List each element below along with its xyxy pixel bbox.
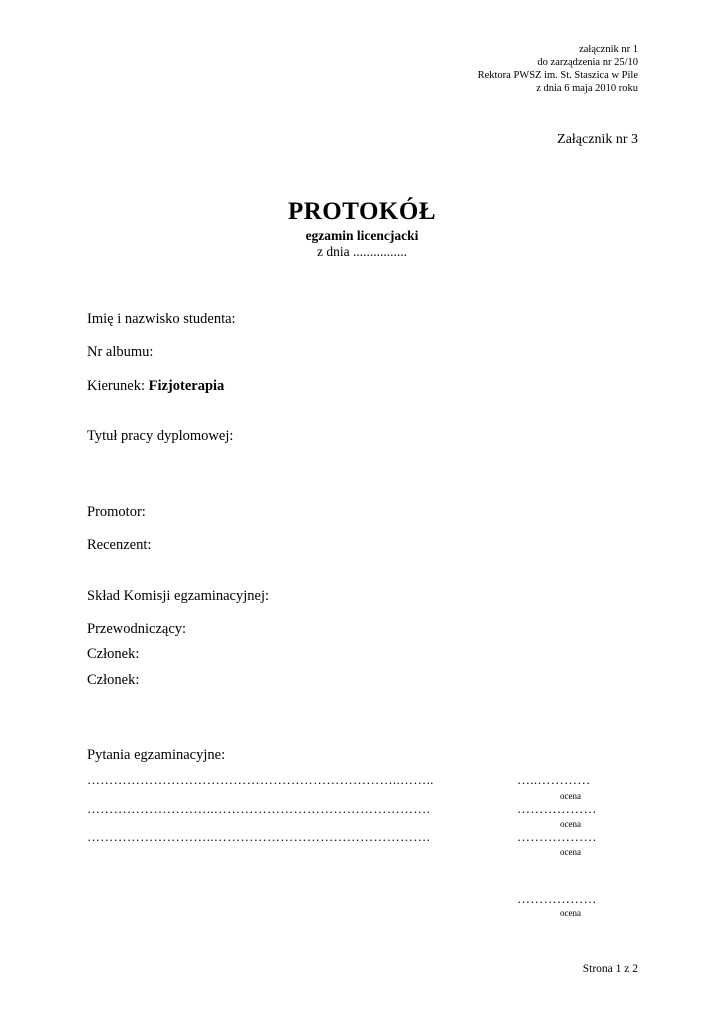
- reviewer-label: Recenzent:: [87, 537, 152, 553]
- attachment-label: Załącznik nr 3: [557, 132, 638, 147]
- thesis-title-label: Tytuł pracy dyplomowej:: [87, 428, 234, 444]
- member-2-label: Członek:: [87, 672, 140, 688]
- question-dots: ………………………..………………………………………….: [87, 829, 431, 844]
- document-date: z dnia ................: [317, 244, 407, 259]
- header-line-2: do zarządzenia nr 25/10: [537, 57, 638, 68]
- kierunek-label: Kierunek:: [87, 378, 149, 394]
- kierunek-value: Fizjoterapia: [148, 378, 225, 394]
- questions-label: Pytania egzaminacyjne:: [87, 747, 226, 763]
- album-number-label: Nr albumu:: [87, 344, 154, 360]
- header-line-4: z dnia 6 maja 2010 roku: [536, 83, 638, 94]
- student-name-label: Imię i nazwisko studenta:: [87, 311, 236, 327]
- kierunek-row: [87, 378, 224, 395]
- final-grade-dots: ………………: [517, 891, 597, 906]
- final-grade-label: ocena: [560, 908, 581, 918]
- header-line-3: Rektora PWSZ im. St. Staszica w Pile: [477, 70, 638, 81]
- page-number: Strona 1 z 2: [582, 963, 638, 975]
- grade-dots: ………………: [517, 801, 597, 816]
- grade-dots: ………………: [517, 829, 597, 844]
- committee-label: Skład Komisji egzaminacyjnej:: [87, 588, 270, 604]
- promotor-label: Promotor:: [87, 504, 146, 520]
- member-1-label: Członek:: [87, 646, 140, 662]
- document-subtitle: egzamin licencjacki: [305, 228, 419, 243]
- grade-label: ocena: [560, 791, 581, 801]
- question-dots: ……………………………………………………………..……..: [87, 772, 434, 787]
- document-title: PROTOKÓŁ: [287, 198, 436, 225]
- question-dots: ………………………..………………………………………….: [87, 801, 431, 816]
- header-line-1: załącznik nr 1: [579, 44, 638, 55]
- grade-label: ocena: [560, 819, 581, 829]
- grade-label: ocena: [560, 847, 581, 857]
- chair-label: Przewodniczący:: [87, 621, 187, 637]
- grade-dots: …..…………: [517, 772, 591, 787]
